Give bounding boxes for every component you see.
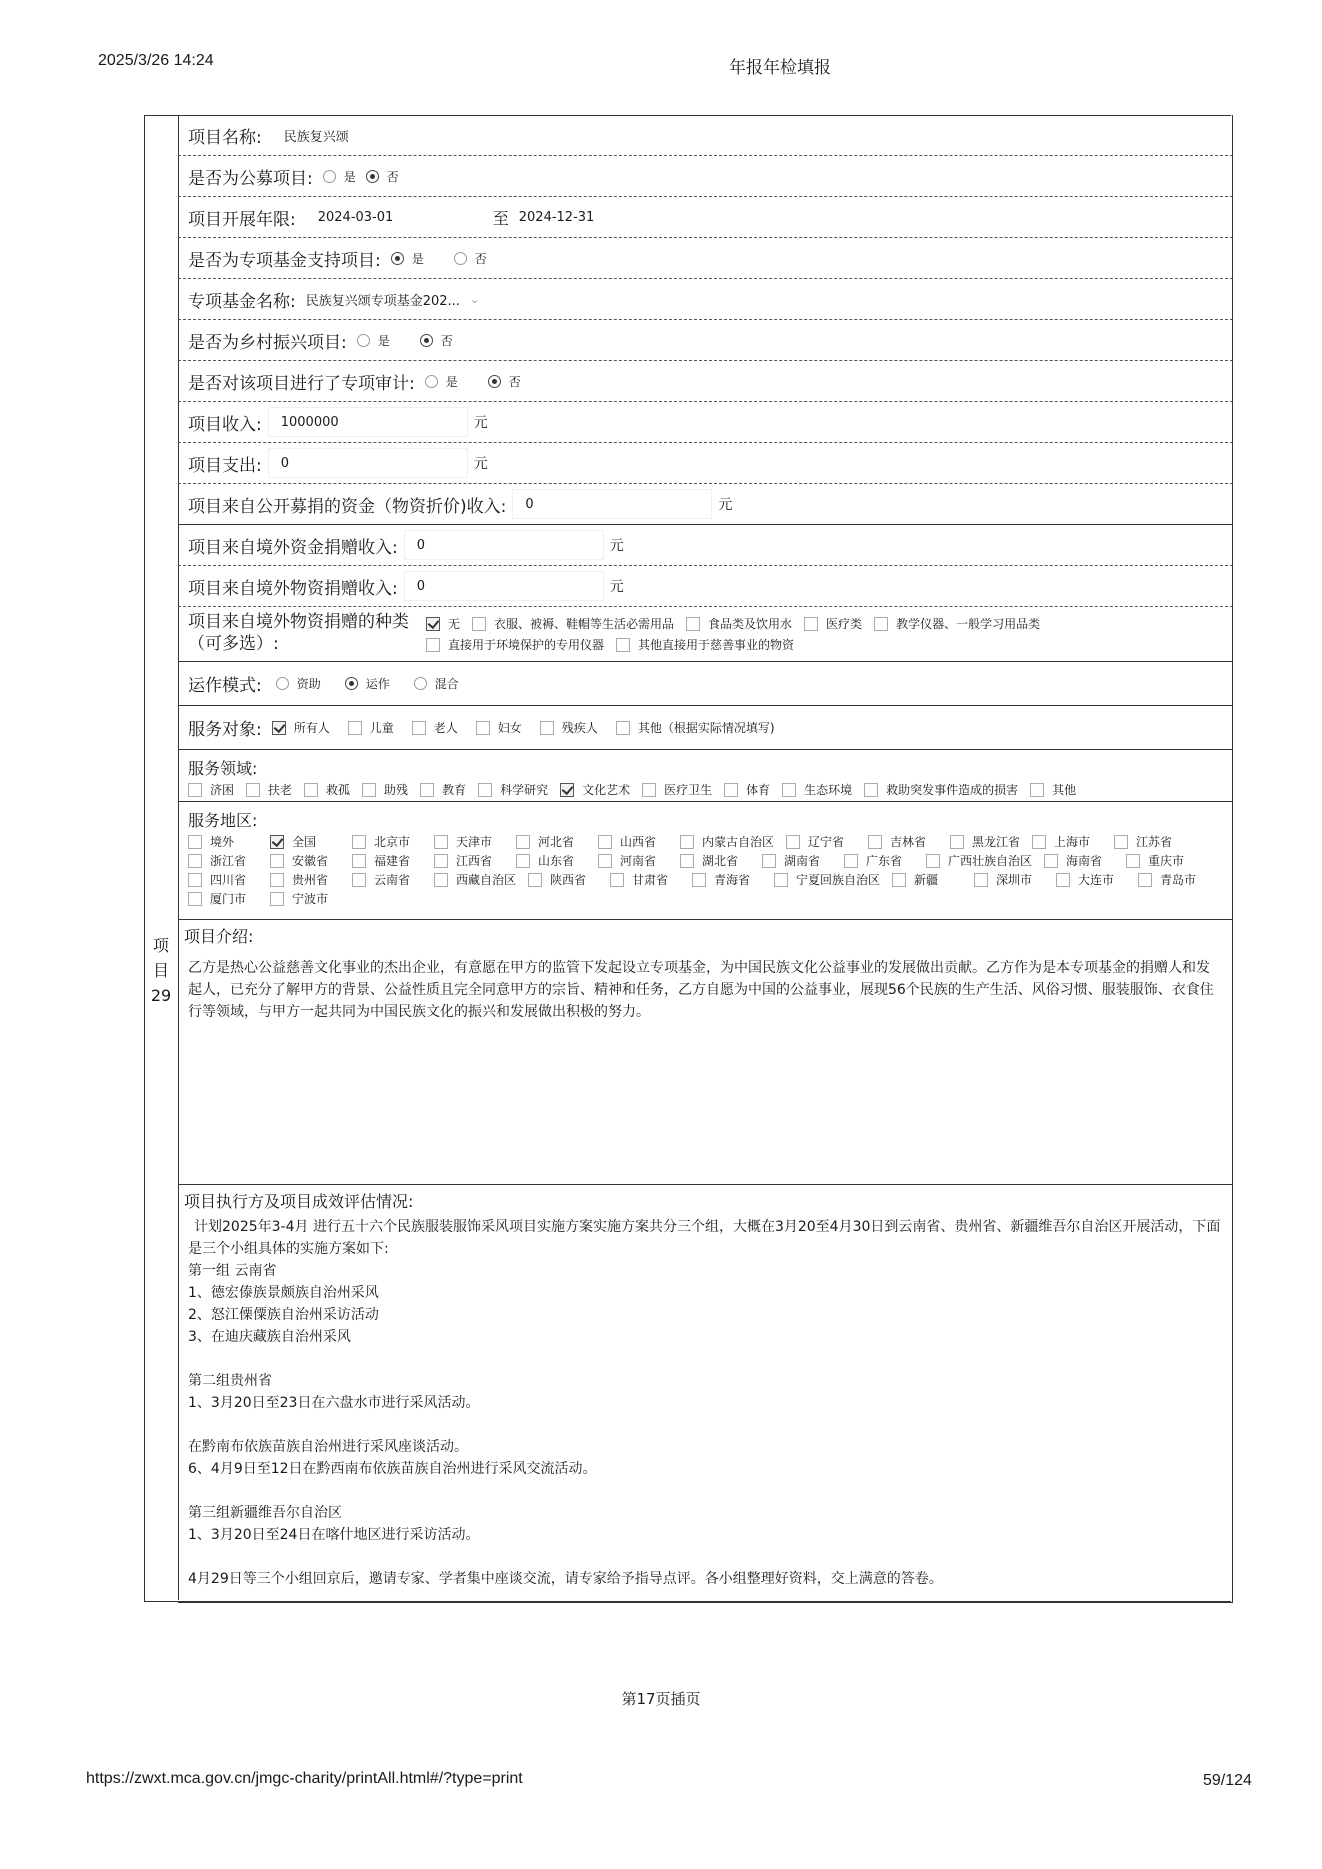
- special-fund-no-radio[interactable]: 否: [454, 250, 487, 267]
- region-checkbox[interactable]: 广西壮族自治区: [926, 852, 1032, 869]
- row-expense: [178, 443, 1233, 484]
- mode-label: 运作模式:: [188, 676, 262, 696]
- goods-type-clothing-checkbox[interactable]: 衣服、被褥、鞋帽等生活必需用品: [472, 615, 674, 632]
- region-checkbox[interactable]: 广东省: [844, 852, 914, 869]
- field-checkbox[interactable]: 科学研究: [478, 781, 548, 798]
- region-checkbox[interactable]: 黑龙江省: [950, 833, 1020, 850]
- row-rural: [178, 320, 1233, 361]
- regions-grid: [188, 833, 1224, 907]
- execution-line: 6、4月9日至12日在黔西南布依族苗族自治州进行采风交流活动。: [188, 1461, 597, 1477]
- region-checkbox[interactable]: 山东省: [516, 852, 586, 869]
- region-checkbox[interactable]: 青岛市: [1138, 871, 1208, 888]
- execution-line: 2、怒江傈僳族自治州采访活动: [188, 1307, 379, 1323]
- region-checkbox[interactable]: 浙江省: [188, 852, 258, 869]
- income-unit: 元: [473, 415, 488, 431]
- region-checkbox[interactable]: 江苏省: [1114, 833, 1184, 850]
- execution-line: 计划2025年3-4月 进行五十六个民族服装服饰采风项目实施方案实施方案共分三个组，大概在3月20至4月30日到云南省、贵州省、新疆维吾尔自治区开展活动，下面是三个小组具体的实施方案如下:: [188, 1219, 1221, 1257]
- row-income: [178, 402, 1233, 443]
- goods-type-food-checkbox[interactable]: 食品类及饮用水: [686, 615, 792, 632]
- foreign-goods-input[interactable]: 0: [404, 571, 604, 601]
- project-form: [178, 115, 1233, 1603]
- public-yes-radio[interactable]: 是: [323, 168, 356, 185]
- side-label-3: 29: [150, 986, 172, 1005]
- public-fundraising-label: 是否为公募项目:: [188, 168, 313, 189]
- execution-line: 第一组 云南省: [188, 1263, 277, 1279]
- region-checkbox[interactable]: 四川省: [188, 871, 258, 888]
- target-disabled-checkbox[interactable]: 残疾人: [540, 719, 598, 736]
- row-fields: [178, 750, 1233, 802]
- row-targets: [178, 706, 1233, 750]
- region-checkbox[interactable]: 内蒙古自治区: [680, 833, 774, 850]
- region-checkbox[interactable]: 陕西省: [528, 871, 598, 888]
- special-fund-label: 是否为专项基金支持项目:: [188, 250, 381, 271]
- goods-type-environment-checkbox[interactable]: 直接用于环境保护的专用仪器: [426, 636, 604, 653]
- fund-name-select[interactable]: 民族复兴颂专项基金202...: [305, 293, 460, 309]
- region-checkbox[interactable]: 境外: [188, 833, 258, 850]
- target-women-checkbox[interactable]: 妇女: [476, 719, 522, 736]
- fund-name-label: 专项基金名称:: [188, 291, 296, 312]
- row-public-fundraising: [178, 156, 1233, 197]
- period-label: 项目开展年限:: [188, 209, 296, 230]
- goods-type-medical-checkbox[interactable]: 医疗类: [804, 615, 862, 632]
- region-checkbox[interactable]: 西藏自治区: [434, 871, 516, 888]
- region-checkbox[interactable]: 北京市: [352, 833, 422, 850]
- execution-label: 项目执行方及项目成效评估情况:: [184, 1192, 414, 1211]
- goods-type-none-checkbox[interactable]: 无: [426, 615, 460, 632]
- region-checkbox[interactable]: 吉林省: [868, 833, 938, 850]
- region-checkbox[interactable]: 湖北省: [680, 852, 750, 869]
- execution-line: 3、在迪庆藏族自治州采风: [188, 1329, 351, 1345]
- intro-textarea[interactable]: 乙方是热心公益慈善文化事业的杰出企业，有意愿在甲方的监管下发起设立专项基金，为中国民族文化公益事业的发展做出贡献。乙方作为是本专项基金的捐赠人和发起人，已充分了解甲方的背景、公益性质且完全同意甲方的宗旨、精神和任务，乙方自愿为中国的公益事业，展现56个民族的生产生活、风俗习惯、服装服饰、衣食住行等领域，与甲方一起共同为中国民族文化的振兴和发展做出积极的努力。: [188, 960, 1214, 1020]
- page-title: 年报年检填报: [729, 58, 831, 78]
- region-checkbox[interactable]: 江西省: [434, 852, 504, 869]
- footer-url: https://zwxt.mca.gov.cn/jmgc-charity/printAll.html#/?type=print: [86, 1770, 523, 1787]
- public-no-radio[interactable]: 否: [366, 168, 399, 185]
- row-foreign-fund: [178, 525, 1233, 566]
- execution-line: 1、3月20日至24日在喀什地区进行采访活动。: [188, 1527, 480, 1543]
- public-donation-input[interactable]: 0: [512, 489, 712, 519]
- region-checkbox[interactable]: 福建省: [352, 852, 422, 869]
- region-checkbox[interactable]: 湖南省: [762, 852, 832, 869]
- row-period: [178, 197, 1233, 238]
- field-checkbox[interactable]: 扶老: [246, 781, 292, 798]
- income-label: 项目收入:: [188, 414, 262, 435]
- project-name-value: 民族复兴颂: [283, 129, 349, 145]
- side-label-2: 目: [152, 961, 169, 980]
- field-checkbox[interactable]: 文化艺术: [560, 781, 630, 798]
- foreign-goods-unit: 元: [609, 579, 624, 595]
- region-checkbox[interactable]: 宁夏回族自治区: [774, 871, 880, 888]
- execution-line: 在黔南布依族苗族自治州进行采风座谈活动。: [188, 1439, 468, 1455]
- region-checkbox[interactable]: 河南省: [598, 852, 668, 869]
- target-all-checkbox[interactable]: 所有人: [272, 719, 330, 736]
- fields-grid: [188, 781, 1224, 798]
- goods-type-label: 项目来自境外物资捐赠的种类: [188, 612, 409, 632]
- audit-yes-radio[interactable]: 是: [425, 373, 458, 390]
- public-donation-label: 项目来自公开募捐的资金（物资折价)收入:: [188, 496, 507, 517]
- region-checkbox[interactable]: 河北省: [516, 833, 586, 850]
- row-fund-name: [178, 279, 1233, 320]
- expense-label: 项目支出:: [188, 455, 262, 476]
- execution-line: 第三组新疆维吾尔自治区: [188, 1505, 342, 1521]
- audit-label: 是否对该项目进行了专项审计:: [188, 373, 415, 394]
- field-checkbox[interactable]: 救孤: [304, 781, 350, 798]
- expense-unit: 元: [473, 456, 488, 472]
- rural-label: 是否为乡村振兴项目:: [188, 332, 347, 353]
- field-label: 服务领域:: [188, 759, 258, 778]
- start-date: 2024-03-01: [317, 209, 394, 225]
- row-goods-types: [178, 607, 1233, 662]
- execution-line: 1、3月20日至23日在六盘水市进行采风活动。: [188, 1395, 480, 1411]
- mode-operate-radio[interactable]: 运作: [345, 675, 390, 692]
- field-checkbox[interactable]: 生态环境: [782, 781, 852, 798]
- region-checkbox[interactable]: 深圳市: [974, 871, 1044, 888]
- row-regions: [178, 802, 1233, 920]
- public-donation-unit: 元: [718, 497, 733, 513]
- region-checkbox[interactable]: 新疆: [892, 871, 962, 888]
- target-label: 服务对象:: [188, 720, 262, 740]
- project-name-label: 项目名称:: [188, 127, 262, 148]
- execution-line: [188, 1546, 1222, 1568]
- goods-type-other-checkbox[interactable]: 其他直接用于慈善事业的物资: [616, 636, 794, 653]
- expense-input[interactable]: 0: [268, 448, 468, 478]
- field-checkbox[interactable]: 救助突发事件造成的损害: [864, 781, 1018, 798]
- intro-label: 项目介绍:: [184, 927, 254, 946]
- execution-line: 4月29日等三个小组回京后，邀请专家、学者集中座谈交流，请专家给予指导点评。各小组整理好资料，交上满意的答卷。: [188, 1571, 943, 1587]
- field-checkbox[interactable]: 济困: [188, 781, 234, 798]
- row-foreign-goods: [178, 566, 1233, 607]
- project-side-label: [144, 115, 179, 1600]
- row-public-donation: [178, 484, 1233, 525]
- mode-grant-radio[interactable]: 资助: [276, 675, 321, 692]
- execution-line: [188, 1480, 1222, 1502]
- income-input[interactable]: 1000000: [268, 407, 468, 437]
- target-children-checkbox[interactable]: 儿童: [348, 719, 394, 736]
- region-checkbox[interactable]: 宁波市: [270, 890, 340, 907]
- field-checkbox[interactable]: 其他: [1030, 781, 1076, 798]
- end-date: 2024-12-31: [518, 209, 595, 225]
- mode-mixed-radio[interactable]: 混合: [414, 675, 459, 692]
- execution-textarea[interactable]: [184, 1216, 1222, 1590]
- foreign-fund-unit: 元: [609, 538, 624, 554]
- region-checkbox[interactable]: 大连市: [1056, 871, 1126, 888]
- row-project-name: [178, 115, 1233, 156]
- region-checkbox[interactable]: 厦门市: [188, 890, 258, 907]
- goods-type-label-multi: （可多选）:: [188, 634, 279, 654]
- execution-line: [188, 1348, 1222, 1370]
- target-elderly-checkbox[interactable]: 老人: [412, 719, 458, 736]
- foreign-fund-label: 项目来自境外资金捐赠收入:: [188, 537, 398, 558]
- field-checkbox[interactable]: 教育: [420, 781, 466, 798]
- insert-page-note: 第17页插页: [621, 1690, 701, 1708]
- region-checkbox[interactable]: 云南省: [352, 871, 422, 888]
- region-checkbox[interactable]: 全国: [270, 833, 340, 850]
- field-checkbox[interactable]: 体育: [724, 781, 770, 798]
- special-fund-yes-radio[interactable]: 是: [391, 250, 424, 267]
- region-label: 服务地区:: [188, 811, 258, 830]
- rural-yes-radio[interactable]: 是: [357, 332, 390, 349]
- region-checkbox[interactable]: 辽宁省: [786, 833, 856, 850]
- region-checkbox[interactable]: 安徽省: [270, 852, 340, 869]
- goods-type-teaching-checkbox[interactable]: 教学仪器、一般学习用品类: [874, 615, 1040, 632]
- region-checkbox[interactable]: 青海省: [692, 871, 762, 888]
- row-special-fund: [178, 238, 1233, 279]
- region-checkbox[interactable]: 山西省: [598, 833, 668, 850]
- region-checkbox[interactable]: 天津市: [434, 833, 504, 850]
- target-other-checkbox[interactable]: 其他（根据实际情况填写): [616, 719, 775, 736]
- field-checkbox[interactable]: 助残: [362, 781, 408, 798]
- audit-no-radio[interactable]: 否: [488, 373, 521, 390]
- region-checkbox[interactable]: 上海市: [1032, 833, 1102, 850]
- print-datetime: 2025/3/26 14:24: [98, 52, 214, 69]
- row-intro: [178, 920, 1233, 1185]
- execution-line: [188, 1414, 1222, 1436]
- foreign-fund-input[interactable]: 0: [404, 530, 604, 560]
- footer-page-number: 59/124: [1203, 1772, 1252, 1789]
- row-mode: [178, 662, 1233, 706]
- period-to: 至: [492, 208, 509, 228]
- field-checkbox[interactable]: 医疗卫生: [642, 781, 712, 798]
- rural-no-radio[interactable]: 否: [420, 332, 453, 349]
- region-checkbox[interactable]: 甘肃省: [610, 871, 680, 888]
- row-execution: [178, 1185, 1233, 1603]
- region-checkbox[interactable]: 重庆市: [1126, 852, 1196, 869]
- region-checkbox[interactable]: 海南省: [1044, 852, 1114, 869]
- chevron-down-icon[interactable]: ⌄: [469, 292, 480, 306]
- foreign-goods-label: 项目来自境外物资捐赠收入:: [188, 578, 398, 599]
- execution-line: 1、德宏傣族景颇族自治州采风: [188, 1285, 379, 1301]
- region-checkbox[interactable]: 贵州省: [270, 871, 340, 888]
- row-audit: [178, 361, 1233, 402]
- side-label-1: 项: [152, 936, 169, 955]
- execution-line: 第二组贵州省: [188, 1373, 272, 1389]
